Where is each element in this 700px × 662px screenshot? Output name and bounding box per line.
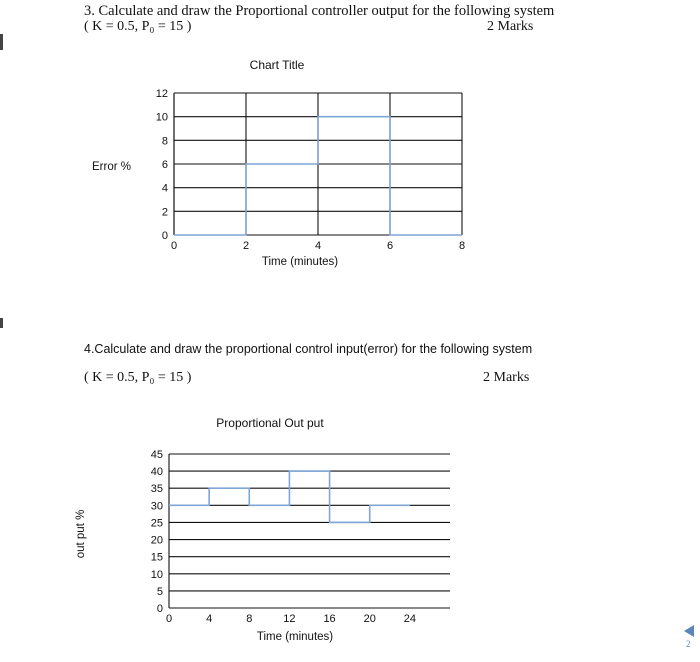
x-tick-label: 24 — [403, 613, 416, 625]
y-tick-label: 6 — [161, 159, 168, 171]
question4-title: 4.Calculate and draw the proportional control input(error) for the following system — [84, 342, 533, 356]
page-up-icon[interactable] — [684, 625, 694, 637]
page-edge-mark — [0, 318, 3, 328]
y-tick-label: 0 — [161, 230, 168, 242]
x-tick-label: 0 — [170, 240, 178, 252]
chart-title: Proportional Out put — [216, 416, 324, 430]
question3-params: ( K = 0.5, P₀ = 15 ) — [84, 19, 192, 34]
x-tick-label: 0 — [165, 613, 173, 625]
question4-marks: 2 Marks — [483, 370, 530, 385]
page-edge-mark — [0, 34, 3, 50]
y-tick-label: 2 — [161, 206, 168, 219]
x-tick-label: 8 — [246, 613, 253, 625]
y-tick-label: 10 — [150, 568, 163, 581]
x-tick-label: 4 — [314, 240, 322, 252]
x-axis-label: Time (minutes) — [261, 256, 339, 268]
series-line — [169, 471, 410, 522]
y-tick-label: 40 — [150, 466, 163, 479]
y-tick-label: 8 — [161, 135, 168, 148]
y-axis-label: out put % — [75, 509, 87, 559]
x-tick-label: 4 — [206, 613, 213, 625]
series-line — [174, 117, 462, 235]
y-tick-label: 30 — [150, 500, 163, 513]
x-tick-label: 6 — [386, 240, 394, 252]
y-tick-label: 12 — [155, 88, 168, 100]
y-tick-label: 10 — [155, 111, 168, 124]
x-tick-label: 20 — [363, 613, 376, 625]
question3-marks: 2 Marks — [487, 19, 534, 34]
y-tick-label: 45 — [150, 449, 163, 461]
y-tick-label: 35 — [150, 483, 163, 496]
question4-params: ( K = 0.5, P₀ = 15 ) — [84, 370, 192, 385]
y-tick-label: 15 — [150, 551, 163, 564]
x-tick-label: 12 — [283, 613, 296, 625]
y-tick-label: 5 — [156, 585, 163, 598]
page-nav[interactable] — [678, 625, 700, 659]
chart-title: Chart Title — [249, 58, 305, 72]
x-tick-label: 16 — [323, 613, 336, 625]
x-axis-label: Time (minutes) — [256, 631, 334, 643]
y-tick-label: 25 — [150, 517, 163, 530]
y-tick-label: 0 — [156, 603, 163, 615]
question3-title: 3. Calculate and draw the Proportional controller output for the following system — [84, 3, 555, 19]
y-tick-label: 4 — [161, 182, 168, 195]
y-tick-label: 20 — [150, 534, 163, 547]
y-axis-label: Error % — [92, 161, 131, 173]
x-tick-label: 8 — [458, 240, 466, 252]
x-tick-label: 2 — [242, 240, 250, 252]
page-number: 2 — [686, 639, 691, 649]
